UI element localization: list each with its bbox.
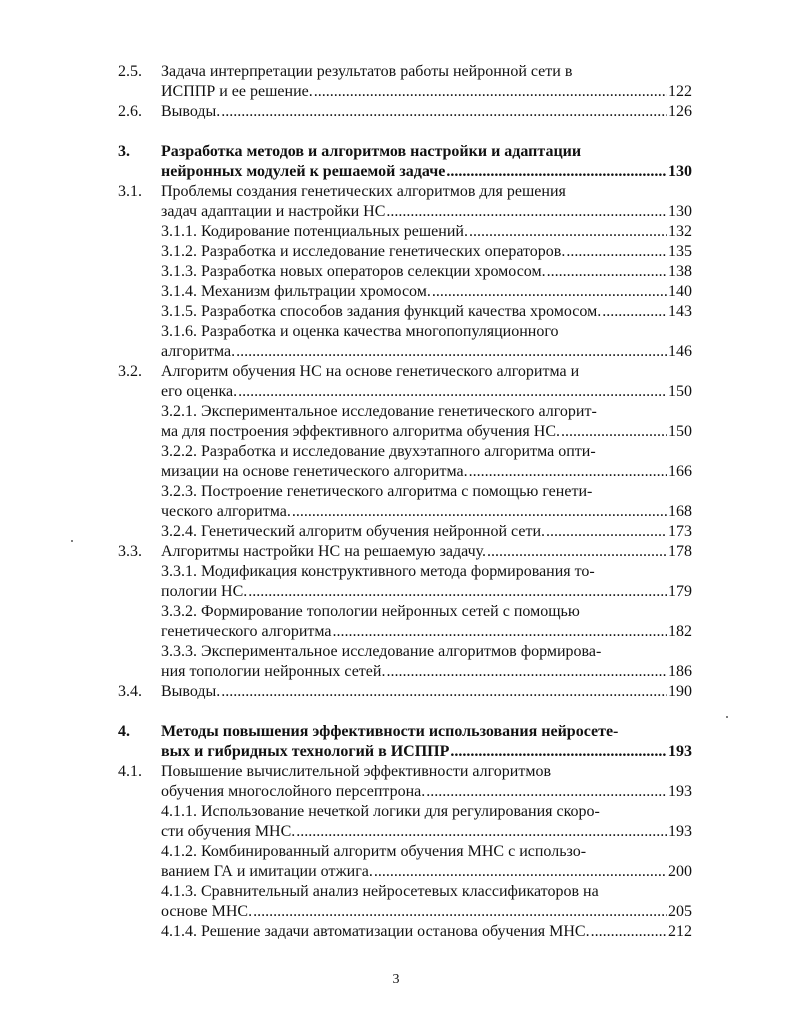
toc-entry-3-2-3 <box>0 482 792 522</box>
toc-entry-line: 3.3.3. Экспериментальное исследование алгоритмов формирова- <box>161 643 602 660</box>
toc-page-number: 166 <box>668 463 692 480</box>
toc-chapter-3 <box>0 142 792 182</box>
dot-leader <box>374 862 667 882</box>
dot-leader <box>446 162 667 182</box>
toc-entry-3-3 <box>0 542 792 562</box>
toc-entry-4-1 <box>0 762 792 802</box>
toc-entry-number: 4. <box>118 723 130 740</box>
toc-entry-line: Методы повышения эффективности использования нейросете- <box>161 723 619 740</box>
dot-leader <box>333 622 667 642</box>
dot-leader <box>296 822 667 842</box>
toc-entry-number: 3. <box>118 143 130 160</box>
toc-entry-3-1-5 <box>0 302 792 322</box>
dot-leader <box>314 82 667 102</box>
toc-entry-4-1-3 <box>0 882 792 922</box>
toc-entry-title: 3.1.2. Разработка и исследование генетических операторов. <box>161 243 566 260</box>
toc-entry-3-4 <box>0 682 792 702</box>
toc-page-number: 138 <box>668 263 692 280</box>
toc-page-number: 212 <box>668 923 692 940</box>
toc-entry-title: сти обучения МНС. <box>161 823 296 840</box>
dot-leader <box>221 102 667 122</box>
toc-entry-number: 3.3. <box>118 543 142 560</box>
toc-entry-title: генетического алгоритма <box>161 623 332 640</box>
toc-entry-title: ния топологии нейронных сетей. <box>161 663 386 680</box>
toc-entry-number: 2.5. <box>118 63 142 80</box>
toc-entry-line: Алгоритм обучения НС на основе генетического алгоритма и <box>161 363 580 380</box>
toc-page-number: 126 <box>668 103 692 120</box>
toc-chapter-4 <box>0 722 792 762</box>
toc-entry-line: Повышение вычислительной эффективности алгоритмов <box>161 763 551 780</box>
toc-entry-title: 3.1.1. Кодирование потенциальных решений. <box>161 223 468 240</box>
toc-page-number: 132 <box>668 223 692 240</box>
toc-entry-title: вых и гибридных технологий в ИСППР <box>161 743 450 760</box>
toc-entry-line: Проблемы создания генетических алгоритмов для решения <box>161 183 566 200</box>
toc-page-number: 143 <box>668 303 692 320</box>
toc-entry-3-2 <box>0 362 792 402</box>
toc-entry-2-5 <box>0 62 792 102</box>
dot-leader <box>238 382 667 402</box>
toc-entry-title: нейронных модулей к решаемой задаче <box>161 163 446 180</box>
toc-page-number: 193 <box>668 823 692 840</box>
toc-entry-line: 4.1.1. Использование нечеткой логики для регулирования скоро- <box>161 803 600 820</box>
toc-entry-number: 3.2. <box>118 363 142 380</box>
dot-leader <box>432 282 667 302</box>
toc-entry-line: 3.2.2. Разработка и исследование двухэтапного алгоритма опти- <box>161 443 596 460</box>
toc-entry-number: 4.1. <box>118 763 142 780</box>
toc-entry-title: основе МНС. <box>161 903 253 920</box>
toc-entry-title: Выводы. <box>161 683 221 700</box>
dot-leader <box>386 202 667 222</box>
toc-entry-line: Задача интерпретации результатов работы нейронной сети в <box>161 63 573 80</box>
toc-entry-line: 3.2.1. Экспериментальное исследование генетического алгорит- <box>161 403 597 420</box>
toc-entry-title: пологии НС. <box>161 583 248 600</box>
dot-leader <box>450 742 667 762</box>
scan-speck <box>726 716 728 718</box>
toc-entry-title: алгоритма. <box>161 343 236 360</box>
dot-leader <box>292 502 667 522</box>
page-number: 3 <box>392 972 400 987</box>
toc-entry-3-2-1 <box>0 402 792 442</box>
toc-entry-4-1-4 <box>0 922 792 942</box>
toc-entry-title: 3.1.4. Механизм фильтрации хромосом. <box>161 283 431 300</box>
toc-entry-4-1-1 <box>0 802 792 842</box>
dot-leader <box>386 662 667 682</box>
dot-leader <box>426 782 667 802</box>
toc-entry-line: 3.1.6. Разработка и оценка качества многопопуляционного <box>161 323 559 340</box>
toc-entry-3-1-6 <box>0 322 792 362</box>
toc-page-number: 130 <box>668 203 692 220</box>
toc-page-number: 179 <box>668 583 692 600</box>
toc-entry-title: ческого алгоритма. <box>161 503 291 520</box>
toc-entry-title: задач адаптации и настройки НС <box>161 203 386 220</box>
toc-entry-line: Разработка методов и алгоритмов настройки и адаптации <box>161 143 582 160</box>
toc-page-number: 190 <box>668 683 692 700</box>
toc-entry-3-3-2 <box>0 602 792 642</box>
toc-page-number: 205 <box>668 903 692 920</box>
toc-entry-line: 3.3.2. Формирование топологии нейронных сетей с помощью <box>161 603 580 620</box>
toc-entry-title: ванием ГА и имитации отжига. <box>161 863 373 880</box>
dot-leader <box>561 422 667 442</box>
toc-page-number: 182 <box>668 623 692 640</box>
toc-page-number: 168 <box>668 503 692 520</box>
toc-page-number: 178 <box>668 543 692 560</box>
dot-leader <box>221 682 667 702</box>
toc-page-number: 186 <box>668 663 692 680</box>
toc-entry-title: мизации на основе генетического алгоритма. <box>161 463 468 480</box>
dot-leader <box>469 222 667 242</box>
table-of-contents <box>0 62 792 942</box>
toc-page-number: 193 <box>668 743 692 760</box>
toc-entry-title: Выводы. <box>161 103 221 120</box>
toc-entry-3-1-4 <box>0 282 792 302</box>
toc-entry-3-1 <box>0 182 792 222</box>
toc-entry-line: 3.2.3. Построение генетического алгоритма с помощью генети- <box>161 483 593 500</box>
toc-entry-number: 3.1. <box>118 183 142 200</box>
toc-entry-title: Алгоритмы настройки НС на решаемую задачу. <box>161 543 487 560</box>
toc-entry-line: 4.1.2. Комбинированный алгоритм обучения МНС с использо- <box>161 843 587 860</box>
toc-entry-2-6 <box>0 102 792 122</box>
dot-leader <box>591 922 667 942</box>
toc-page-number: 193 <box>668 783 692 800</box>
scan-speck <box>71 540 73 542</box>
toc-entry-3-1-1 <box>0 222 792 242</box>
toc-entry-3-1-3 <box>0 262 792 282</box>
toc-page-number: 135 <box>668 243 692 260</box>
dot-leader <box>253 902 667 922</box>
toc-entry-title: его оценка. <box>161 383 238 400</box>
dot-leader <box>566 242 667 262</box>
toc-entry-line: 4.1.3. Сравнительный анализ нейросетевых классификаторов на <box>161 883 599 900</box>
toc-page-number: 173 <box>668 523 692 540</box>
dot-leader <box>547 262 667 282</box>
toc-page-number: 140 <box>668 283 692 300</box>
toc-page-number: 150 <box>668 423 692 440</box>
toc-entry-number: 3.4. <box>118 683 142 700</box>
dot-leader <box>602 302 667 322</box>
toc-page-number: 122 <box>668 83 692 100</box>
toc-entry-title: 4.1.4. Решение задачи автоматизации останова обучения МНС. <box>161 923 590 940</box>
dot-leader <box>546 522 667 542</box>
dot-leader <box>487 542 667 562</box>
toc-page-number: 130 <box>668 163 692 180</box>
toc-entry-3-2-2 <box>0 442 792 482</box>
toc-entry-number: 2.6. <box>118 103 142 120</box>
toc-page-number: 150 <box>668 383 692 400</box>
toc-entry-3-3-3 <box>0 642 792 682</box>
toc-entry-3-1-2 <box>0 242 792 262</box>
toc-entry-title: обучения многослойного персептрона. <box>161 783 426 800</box>
dot-leader <box>248 582 667 602</box>
dot-leader <box>236 342 667 362</box>
toc-entry-3-3-1 <box>0 562 792 602</box>
toc-entry-line: 3.3.1. Модификация конструктивного метода формирования то- <box>161 563 595 580</box>
toc-page-number: 146 <box>668 343 692 360</box>
toc-entry-title: ма для построения эффективного алгоритма обучения НС. <box>161 423 560 440</box>
toc-entry-4-1-2 <box>0 842 792 882</box>
toc-entry-title: 3.1.5. Разработка способов задания функций качества хромосом. <box>161 303 602 320</box>
toc-entry-3-2-4 <box>0 522 792 542</box>
toc-entry-title: ИСППР и ее решение. <box>161 83 313 100</box>
toc-page-number: 200 <box>668 863 692 880</box>
dot-leader <box>469 462 667 482</box>
toc-entry-title: 3.1.3. Разработка новых операторов селекции хромосом. <box>161 263 546 280</box>
toc-entry-title: 3.2.4. Генетический алгоритм обучения нейронной сети. <box>161 523 545 540</box>
